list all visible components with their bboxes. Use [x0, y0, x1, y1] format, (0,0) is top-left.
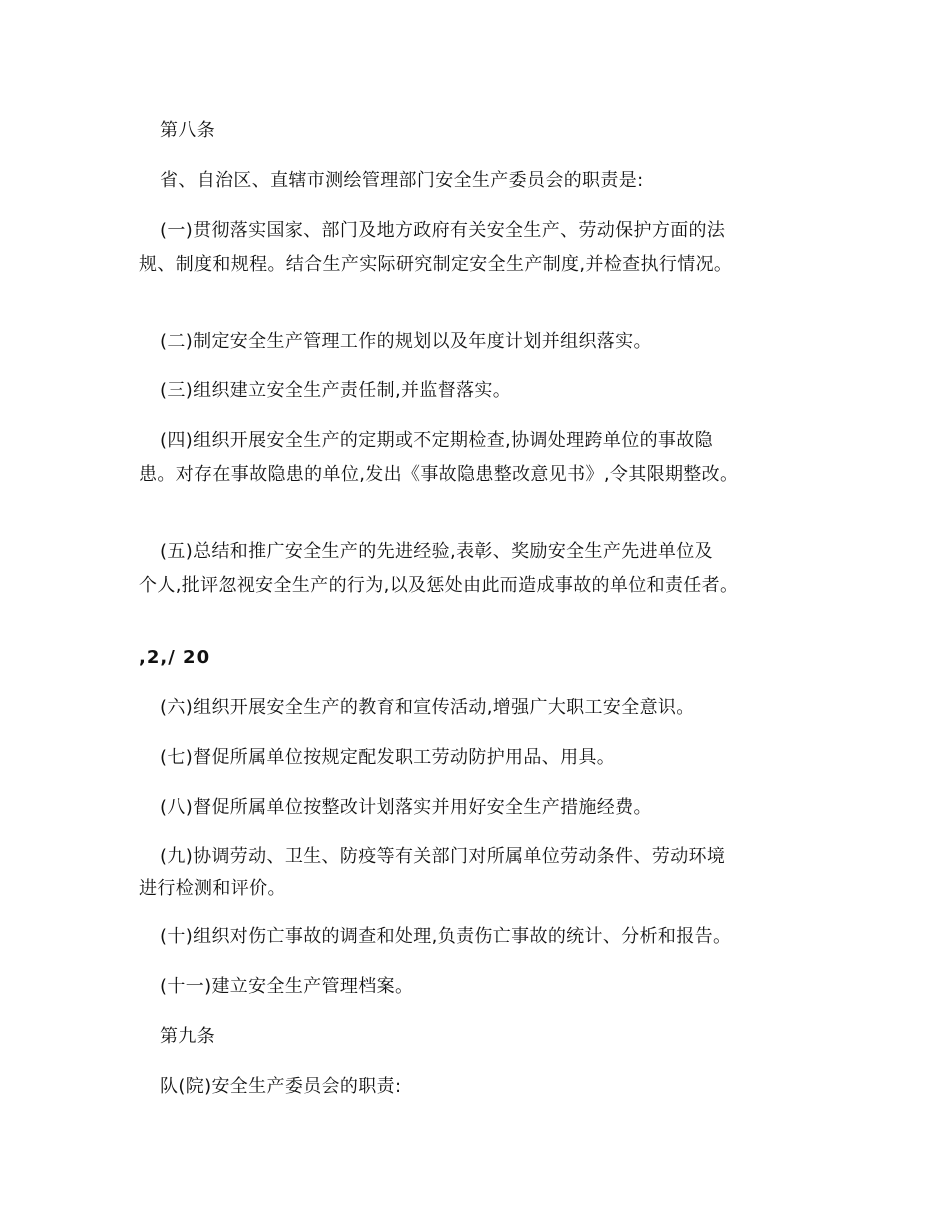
clause-4-line-2: 患。对存在事故隐患的单位,发出《事故隐患整改意见书》,令其限期整改。: [139, 464, 739, 485]
article-8-heading: 第八条: [160, 120, 216, 141]
clause-1-line-1: (一)贯彻落实国家、部门及地方政府有关安全生产、劳动保护方面的法: [160, 220, 726, 241]
article-9-heading: 第九条: [160, 1026, 216, 1047]
clause-9-line-2: 进行检测和评价。: [139, 878, 286, 899]
clause-8: (八)督促所属单位按整改计划落实并用好安全生产措施经费。: [160, 797, 652, 818]
page-number: ,2,/ 20: [139, 647, 211, 668]
article-9-intro: 队(院)安全生产委员会的职责:: [160, 1076, 402, 1097]
clause-5-line-1: (五)总结和推广安全生产的先进经验,表彰、奖励安全生产先进单位及: [160, 541, 713, 562]
clause-2: (二)制定安全生产管理工作的规划以及年度计划并组织落实。: [160, 331, 652, 352]
clause-4-line-1: (四)组织开展安全生产的定期或不定期检查,协调处理跨单位的事故隐: [160, 430, 713, 451]
clause-1-line-2: 规、制度和规程。结合生产实际研究制定安全生产制度,并检查执行情况。: [139, 254, 733, 275]
clause-6: (六)组织开展安全生产的教育和宣传活动,增强广大职工安全意识。: [160, 697, 695, 718]
article-8-intro: 省、自治区、直辖市测绘管理部门安全生产委员会的职责是:: [160, 170, 644, 191]
clause-11: (十一)建立安全生产管理档案。: [160, 976, 414, 997]
clause-10: (十)组织对伤亡事故的调查和处理,负责伤亡事故的统计、分析和报告。: [160, 926, 732, 947]
clause-5-line-2: 个人,批评忽视安全生产的行为,以及惩处由此而造成事故的单位和责任者。: [139, 575, 739, 596]
clause-9-line-1: (九)协调劳动、卫生、防疫等有关部门对所属单位劳动条件、劳动环境: [160, 846, 726, 867]
clause-7: (七)督促所属单位按规定配发职工劳动防护用品、用具。: [160, 747, 616, 768]
clause-3: (三)组织建立安全生产责任制,并监督落实。: [160, 380, 512, 401]
